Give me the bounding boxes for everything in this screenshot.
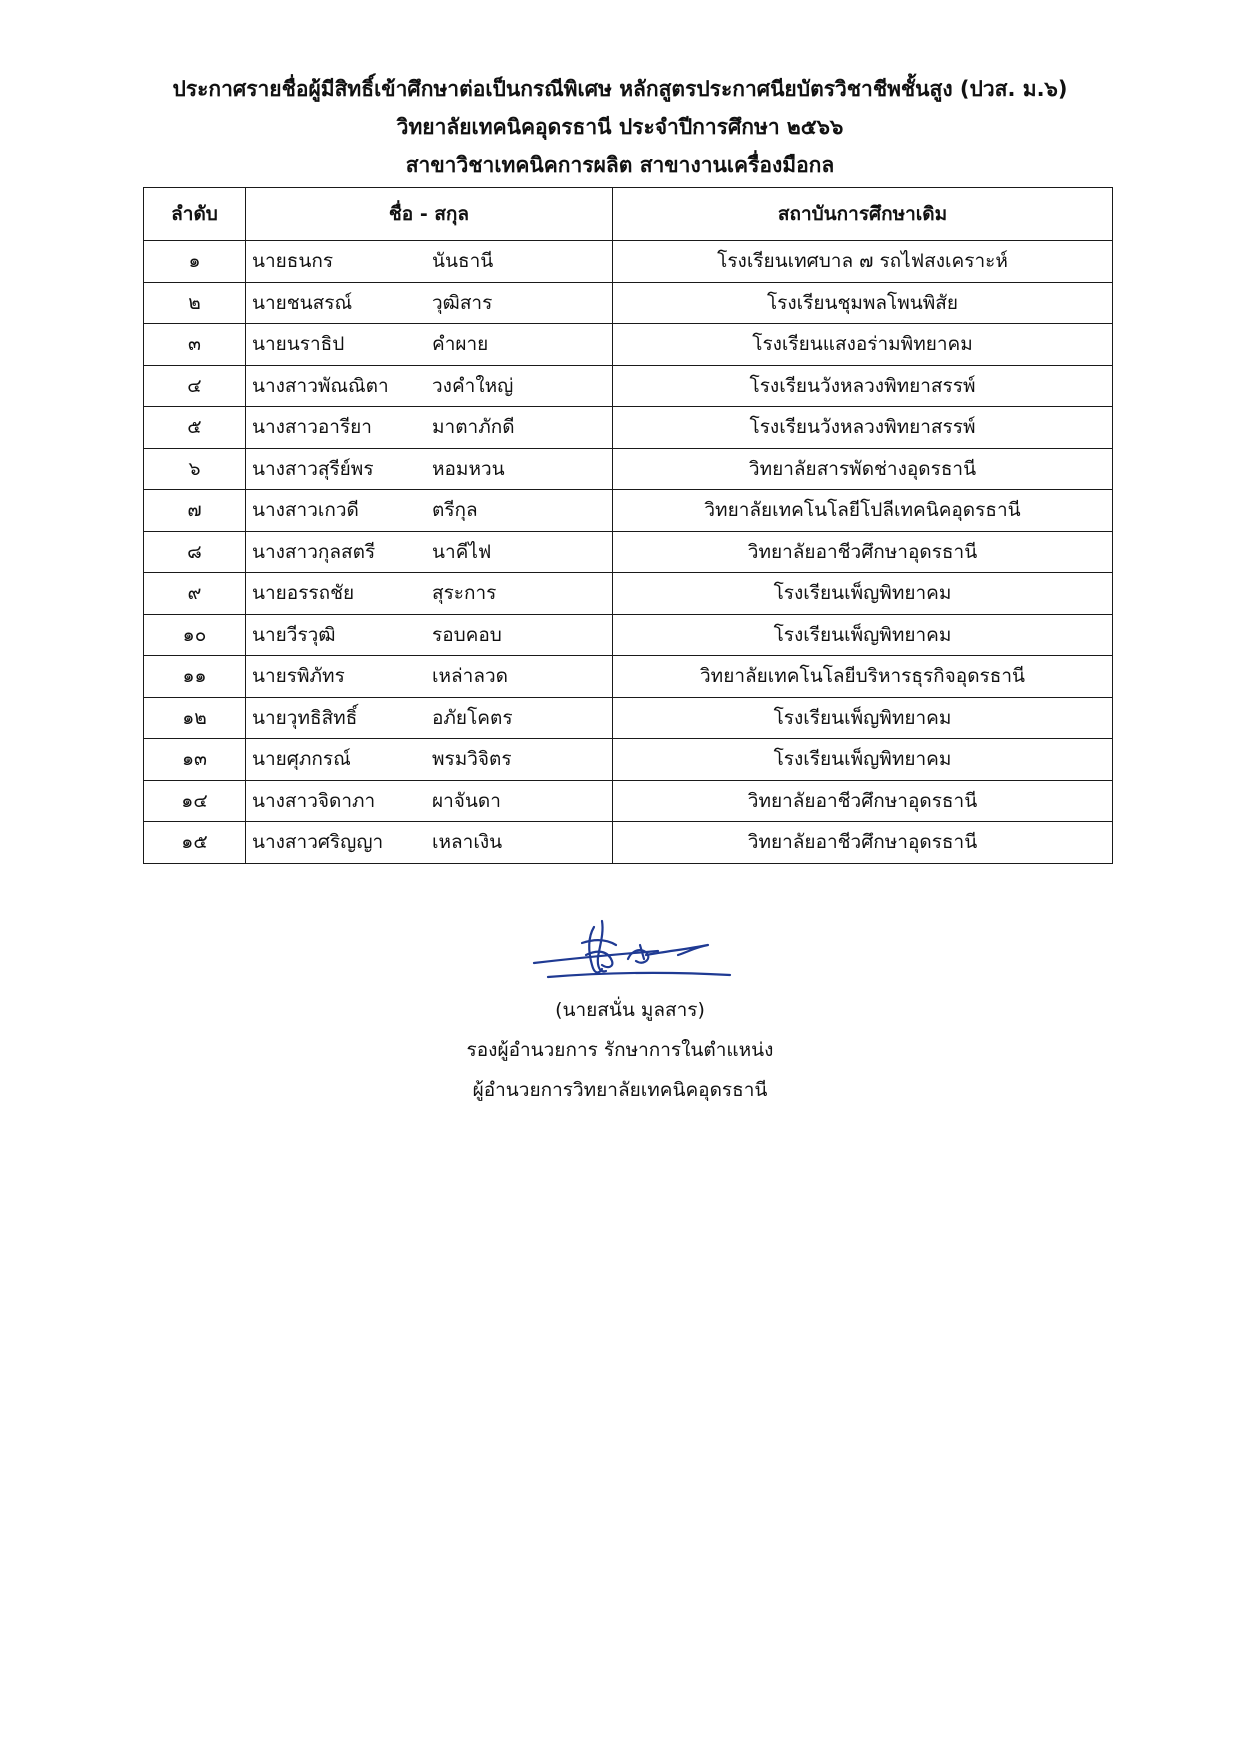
row-number: ๒	[144, 282, 246, 324]
first-name: นางสาวสุรีย์พร	[252, 457, 374, 480]
previous-school: วิทยาลัยอาชีวศึกษาอุดรธานี	[613, 780, 1113, 822]
table-row	[144, 448, 1113, 490]
table-row	[144, 573, 1113, 615]
last-name: นันธานี	[432, 250, 494, 273]
previous-school: วิทยาลัยสารพัดช่างอุดรธานี	[613, 448, 1113, 490]
last-name: เหล่าลวด	[432, 665, 508, 688]
row-number: ๑๓	[144, 739, 246, 781]
table-row	[144, 697, 1113, 739]
row-number: ๑	[144, 241, 246, 283]
table-row	[144, 282, 1113, 324]
student-name	[246, 324, 613, 366]
student-name	[246, 739, 613, 781]
table-row	[144, 531, 1113, 573]
signatory-name: (นายสนั่น มูลสาร)	[555, 999, 705, 1021]
row-number: ๖	[144, 448, 246, 490]
first-name: นางสาวเกวดี	[252, 499, 359, 522]
row-number: ๕	[144, 407, 246, 449]
announcement-title: ประกาศรายชื่อผู้มีสิทธิ์เข้าศึกษาต่อเป็นกรณีพิเศษ หลักสูตรประกาศนียบัตรวิชาชีพชั้นสูง (ปวส. ม.๖)	[172, 77, 1068, 101]
row-number: ๓	[144, 324, 246, 366]
first-name: นายอรรถชัย	[252, 582, 355, 605]
student-name	[246, 241, 613, 283]
previous-school: โรงเรียนชุมพลโพนพิสัย	[613, 282, 1113, 324]
admission-list-table	[143, 187, 1113, 864]
table-row	[144, 614, 1113, 656]
row-number: ๗	[144, 490, 246, 532]
student-name	[246, 822, 613, 864]
student-name	[246, 407, 613, 449]
last-name: หอมหวน	[432, 457, 505, 480]
student-name	[246, 656, 613, 698]
previous-school: วิทยาลัยอาชีวศึกษาอุดรธานี	[613, 822, 1113, 864]
previous-school: โรงเรียนเพ็ญพิทยาคม	[613, 739, 1113, 781]
first-name: นางสาวจิดาภา	[252, 789, 376, 812]
first-name: นายศุภกรณ์	[252, 748, 351, 771]
column-header-order: ลำดับ	[144, 188, 246, 241]
last-name: คำผาย	[432, 333, 489, 356]
table-row	[144, 656, 1113, 698]
row-number: ๘	[144, 531, 246, 573]
first-name: นายวุทธิสิทธิ์	[252, 706, 358, 729]
student-name	[246, 448, 613, 490]
first-name: นายธนกร	[252, 250, 334, 273]
last-name: มาตาภักดี	[432, 416, 515, 439]
student-name	[246, 780, 613, 822]
last-name: พรมวิจิตร	[432, 748, 512, 771]
previous-school: โรงเรียนเพ็ญพิทยาคม	[613, 614, 1113, 656]
previous-school: โรงเรียนเทศบาล ๗ รถไฟสงเคราะห์	[613, 241, 1113, 283]
last-name: เหลาเงิน	[432, 831, 503, 854]
signature-mark	[528, 915, 738, 995]
previous-school: วิทยาลัยอาชีวศึกษาอุดรธานี	[613, 531, 1113, 573]
previous-school: โรงเรียนวังหลวงพิทยาสรรพ์	[613, 407, 1113, 449]
student-name	[246, 614, 613, 656]
first-name: นางสาวศริญญา	[252, 831, 384, 854]
table-row	[144, 739, 1113, 781]
signatory-title: ผู้อำนวยการวิทยาลัยเทคนิคอุดรธานี	[472, 1079, 768, 1101]
table-header-row	[144, 188, 1113, 241]
first-name: นางสาวพัณณิตา	[252, 374, 389, 397]
last-name: สุระการ	[432, 582, 497, 605]
first-name: นายวีรวุฒิ	[252, 623, 336, 646]
student-name	[246, 490, 613, 532]
previous-school: โรงเรียนเพ็ญพิทยาคม	[613, 573, 1113, 615]
row-number: ๑๒	[144, 697, 246, 739]
last-name: วุฒิสาร	[432, 291, 493, 314]
signatory-position: รองผู้อำนวยการ รักษาการในตำแหน่ง	[466, 1039, 774, 1061]
table-row	[144, 241, 1113, 283]
first-name: นายรพิภัทร	[252, 665, 345, 688]
previous-school: โรงเรียนแสงอร่ามพิทยาคม	[613, 324, 1113, 366]
table-row	[144, 490, 1113, 532]
column-header-school: สถาบันการศึกษาเดิม	[613, 188, 1113, 241]
previous-school: โรงเรียนเพ็ญพิทยาคม	[613, 697, 1113, 739]
row-number: ๑๐	[144, 614, 246, 656]
previous-school: โรงเรียนวังหลวงพิทยาสรรพ์	[613, 365, 1113, 407]
row-number: ๑๔	[144, 780, 246, 822]
first-name: นายนราธิป	[252, 333, 345, 356]
student-name	[246, 282, 613, 324]
student-name	[246, 573, 613, 615]
last-name: อภัยโคตร	[432, 706, 513, 729]
table-row	[144, 324, 1113, 366]
row-number: ๙	[144, 573, 246, 615]
student-name	[246, 531, 613, 573]
college-and-year: วิทยาลัยเทคนิคอุดรธานี ประจำปีการศึกษา ๒๕๖๖	[396, 115, 844, 139]
column-header-name: ชื่อ - สกุล	[246, 188, 613, 241]
first-name: นางสาวกุลสตรี	[252, 540, 376, 563]
announcement-header	[0, 70, 1240, 184]
previous-school: วิทยาลัยเทคโนโลยีบริหารธุรกิจอุดรธานี	[613, 656, 1113, 698]
last-name: วงคำใหญ่	[432, 374, 514, 397]
last-name: ตรีกุล	[432, 499, 478, 522]
row-number: ๔	[144, 365, 246, 407]
student-name	[246, 365, 613, 407]
row-number: ๑๑	[144, 656, 246, 698]
signatory-block	[0, 990, 1240, 1110]
table-row	[144, 407, 1113, 449]
first-name: นางสาวอารียา	[252, 416, 372, 439]
first-name: นายชนสรณ์	[252, 291, 353, 314]
student-name	[246, 697, 613, 739]
last-name: นาคีไฟ	[432, 540, 492, 563]
last-name: รอบคอบ	[432, 623, 502, 646]
row-number: ๑๕	[144, 822, 246, 864]
previous-school: วิทยาลัยเทคโนโลยีโปลีเทคนิคอุดรธานี	[613, 490, 1113, 532]
table-row	[144, 780, 1113, 822]
table-row	[144, 365, 1113, 407]
last-name: ผาจันดา	[432, 789, 501, 812]
program-name: สาขาวิชาเทคนิคการผลิต สาขางานเครื่องมือกล	[405, 153, 835, 177]
table-row	[144, 822, 1113, 864]
